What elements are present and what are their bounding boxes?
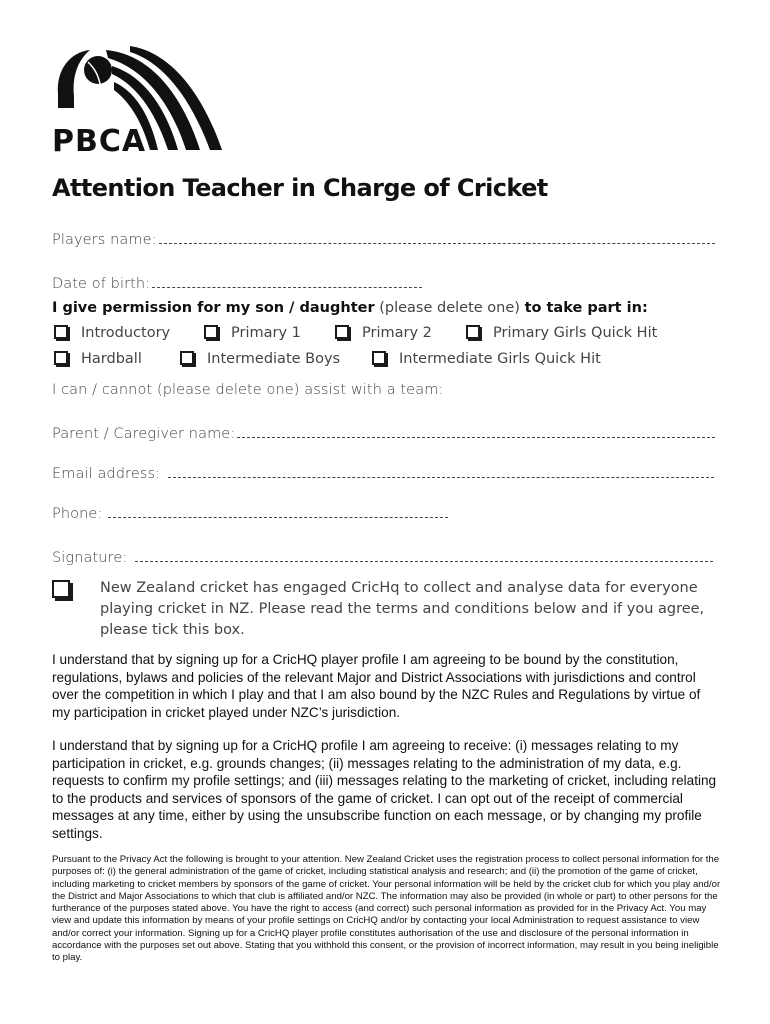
permission-tail: to take part in: <box>524 300 648 316</box>
option-intermediate-girls-quick-hit[interactable] <box>372 351 601 367</box>
consent-checkbox[interactable] <box>52 580 70 598</box>
option-intermediate-boys[interactable] <box>180 351 340 367</box>
checkbox[interactable] <box>204 325 218 339</box>
parent-field[interactable] <box>237 437 715 438</box>
checkbox[interactable] <box>54 351 68 365</box>
option-label: Introductory <box>81 325 171 341</box>
assist-row <box>52 382 443 398</box>
permission-lead: I give permission for my son / daughter <box>52 300 375 316</box>
option-label: Primary 2 <box>362 325 432 341</box>
option-label: Primary 1 <box>231 325 301 341</box>
pbca-logo <box>50 44 225 156</box>
dob-row <box>52 276 422 292</box>
dob-label: Date of birth: <box>52 276 151 292</box>
checkbox[interactable] <box>335 325 349 339</box>
players-name-row <box>52 232 715 248</box>
option-primary-1[interactable] <box>204 325 301 341</box>
option-label: Hardball <box>81 351 142 367</box>
signature-row <box>52 550 713 566</box>
option-label: Intermediate Girls Quick Hit <box>399 351 601 367</box>
dob-field[interactable] <box>152 287 422 288</box>
option-introductory[interactable] <box>54 325 170 341</box>
logo-text: PBCA <box>52 124 147 156</box>
option-label: Primary Girls Quick Hit <box>493 325 658 341</box>
checkbox[interactable] <box>466 325 480 339</box>
checkbox[interactable] <box>54 325 68 339</box>
parent-label: Parent / Caregiver name: <box>52 426 236 442</box>
consent-text: New Zealand cricket has engaged CricHq to collect and analyse data for everyone playing cricket in NZ. Please read the terms and conditions below and if you agree, please tick this box. <box>100 580 705 638</box>
phone-field[interactable] <box>108 517 448 518</box>
email-label: Email address: <box>52 466 161 482</box>
phone-label: Phone: <box>52 506 103 522</box>
checkbox[interactable] <box>180 351 194 365</box>
checkbox[interactable] <box>372 351 386 365</box>
page-title: Attention Teacher in Charge of Cricket <box>52 174 548 202</box>
signature-label: Signature: <box>52 550 128 566</box>
option-primary-2[interactable] <box>335 325 432 341</box>
signature-field[interactable] <box>135 561 713 562</box>
pbca-logo-mark <box>50 44 225 156</box>
players-name-label: Players name: <box>52 232 157 248</box>
parent-row <box>52 426 715 442</box>
phone-row <box>52 506 448 522</box>
permission-statement <box>52 300 648 316</box>
email-field[interactable] <box>168 477 714 478</box>
email-row <box>52 466 714 482</box>
assist-label: I can / cannot (please delete one) assist with a team: <box>52 382 444 398</box>
players-name-field[interactable] <box>159 243 715 244</box>
option-label: Intermediate Boys <box>207 351 341 367</box>
option-hardball[interactable] <box>54 351 142 367</box>
option-primary-girls-quick-hit[interactable] <box>466 325 657 341</box>
agreement-paragraph-1: I understand that by signing up for a CricHQ player profile I am agreeing to be bound by the constitution, regulations, bylaws and policies of the relevant Major and District Associations with jurisdictions and control over the competition in which I play and that I am also bound by the NZC Rules and Regulations by virtue of my participation in cricket played under NZC’s jurisdiction. <box>52 652 701 720</box>
permission-note: (please delete one) <box>379 300 520 316</box>
privacy-notice: Pursuant to the Privacy Act the following is brought to your attention. New Zealand Cricket uses the registration process to collect personal information for the purposes of: (i) the general administration of the game of cricket, including statistical analysis and research; and (ii) the promotion of the game of cricket, including marketing to cricket members by sponsors of the game of cricket. Your personal information will be held by the cricket club for which you play and/or the District and Major Associations to which that club is affiliated and/or NZC. The information may also be provided (in whole or part) to other persons for the furtherance of the purposes stated above. You have the right to access (and correct) such personal information as provided for in the Privacy Act. You may view and update this information by means of your profile settings on CricHQ and/or by contacting your local Administration to request assistance to view and/or correct your information. Signing up for a CricHQ player profile constitutes authorisation of the use and disclosure of the personal information in accordance with the purposes set out above. Stating that you withhold this consent, or the provision of incorrect information, may result in you being ineligible to play. <box>52 854 721 964</box>
agreement-paragraph-2: I understand that by signing up for a CricHQ profile I am agreeing to receive: (i) messages relating to my participation in cricket, e.g. grounds changes; (ii) messages relating to the administration of my data, e.g. requests to confirm my profile settings; and (iii) messages relating to the marketing of cricket, including relating to the products and services of sponsors of the game of cricket. I can opt out of the receipt of commercial messages at any time, either by using the unsubscribe function on each message, or by changing my profile settings. <box>52 738 717 841</box>
